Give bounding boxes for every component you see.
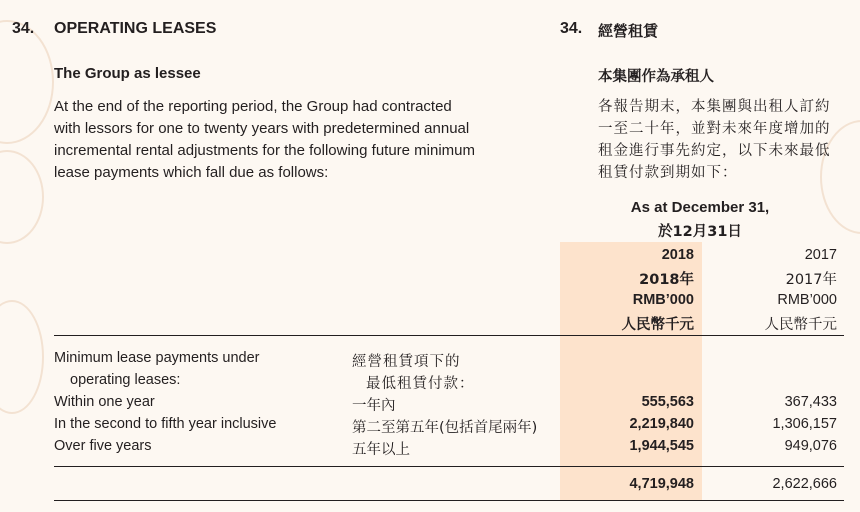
- col-2017-year: 2017: [804, 247, 837, 263]
- paragraph-line: 一至二十年，並對未來年度增加的: [598, 121, 831, 137]
- background-decoration: [0, 300, 44, 414]
- table-row-label-cn: 五年以上: [352, 442, 410, 458]
- as-at-heading-en: As at December 31,: [630, 199, 770, 216]
- section-title-en: OPERATING LEASES: [54, 20, 217, 37]
- paragraph-line: 租賃付款到期如下：: [598, 165, 738, 181]
- paragraph-line: At the end of the reporting period, the Group had contracted: [54, 98, 452, 115]
- table-cell-2017: 949,076: [784, 438, 837, 454]
- table-cell-2018: 555,563: [641, 394, 694, 410]
- table-cell-2017: 1,306,157: [772, 416, 837, 432]
- col-2018-unit: RMB’000: [632, 292, 694, 308]
- col-2017-year-cn: 2017年: [785, 272, 837, 288]
- caption-cn-line2: 最低租賃付款：: [366, 376, 475, 392]
- paragraph-line: lease payments which fall due as follows:: [54, 164, 329, 181]
- table-row-label-en: Over five years: [54, 438, 152, 454]
- subheading-en: The Group as lessee: [54, 65, 201, 82]
- table-row-label-en: In the second to fifth year inclusive: [54, 416, 277, 432]
- section-number-en: 34.: [12, 20, 35, 37]
- col-2018-unit-cn: 人民幣千元: [621, 317, 694, 333]
- table-cell-2017: 367,433: [784, 394, 837, 410]
- bottom-rule: [54, 500, 844, 501]
- table-row-label-cn: 一年內: [352, 398, 396, 414]
- total-rule: [54, 466, 844, 467]
- total-2017: 2,622,666: [772, 476, 837, 492]
- section-title-cn: 經營租賃: [598, 22, 659, 40]
- col-2017-unit: RMB’000: [777, 292, 837, 308]
- table-header-rule: [54, 335, 844, 336]
- total-2018: 4,719,948: [629, 476, 694, 492]
- col-2018-year-cn: 2018年: [639, 272, 694, 288]
- subheading-cn: 本集團作為承租人: [598, 69, 714, 85]
- table-row-label-cn: 第二至第五年(包括首尾兩年): [352, 420, 538, 436]
- paragraph-line: with lessors for one to twenty years with predetermined annual: [54, 120, 470, 137]
- table-cell-2018: 1,944,545: [629, 438, 694, 454]
- paragraph-en: [54, 96, 475, 184]
- table-cell-2018: 2,219,840: [629, 416, 694, 432]
- caption-cn-line1: 經營租賃項下的: [352, 354, 461, 370]
- table-row-label-en: Within one year: [54, 394, 155, 410]
- paragraph-line: incremental rental adjustments for the following future minimum: [54, 142, 476, 159]
- paragraph-line: 各報告期末，本集團與出租人訂約: [598, 99, 831, 115]
- col-2018-year: 2018: [661, 247, 694, 263]
- background-decoration: [0, 20, 54, 144]
- paragraph-cn: [598, 96, 831, 184]
- col-2017-unit-cn: 人民幣千元: [764, 317, 837, 333]
- caption-en-line1: Minimum lease payments under: [54, 350, 260, 366]
- paragraph-line: 租金進行事先約定，以下未來最低: [598, 143, 831, 159]
- as-at-heading-cn: 於12月31日: [658, 224, 742, 240]
- caption-en-line2: operating leases:: [70, 372, 181, 388]
- background-decoration: [0, 150, 44, 244]
- section-number-cn: 34.: [560, 20, 583, 37]
